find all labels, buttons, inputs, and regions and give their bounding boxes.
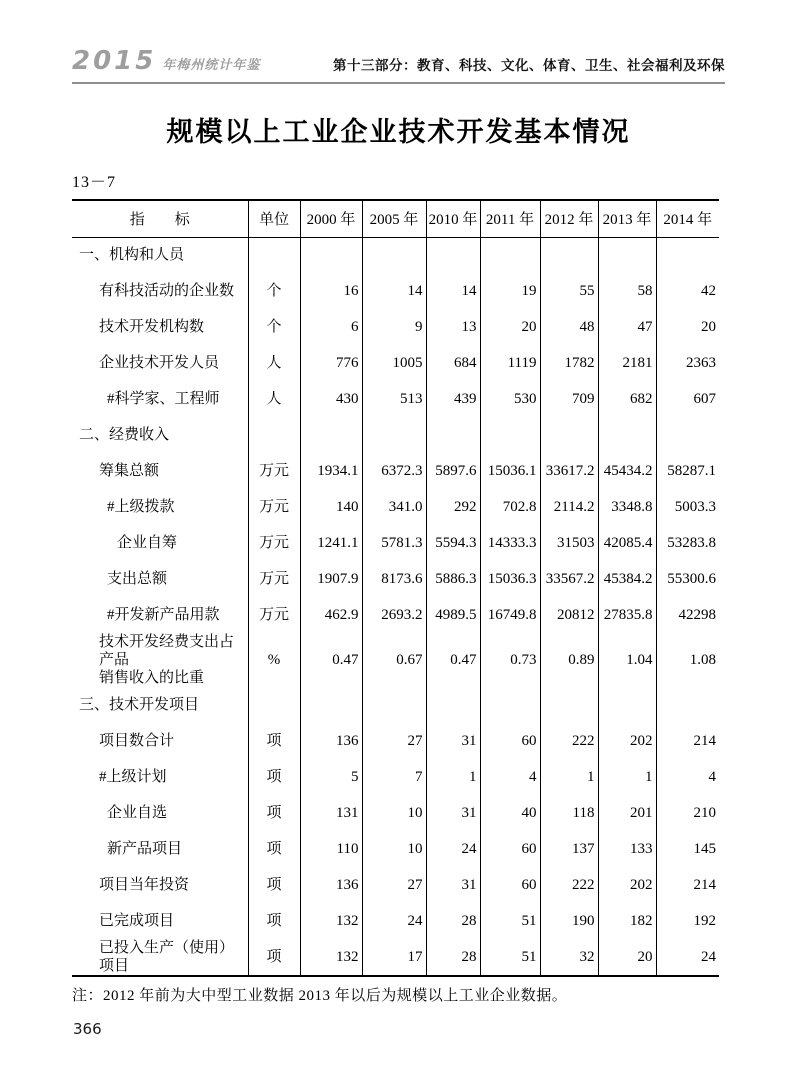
cell-value: 1.08 — [689, 652, 716, 668]
cell-value — [362, 237, 426, 273]
section-heading: 第十三部分：教育、科技、文化、体育、卫生、社会福利及环保 — [333, 58, 725, 73]
cell-value: 55300.6 — [667, 571, 716, 587]
table-row — [72, 867, 719, 903]
header-row — [72, 200, 719, 237]
col-header-2010: 2010 年 — [426, 200, 480, 237]
table-row — [72, 525, 719, 561]
row-unit: % — [248, 633, 300, 687]
cell-value: 1907.9 — [300, 561, 362, 597]
section-row — [72, 687, 719, 723]
cell-value: 19 — [480, 273, 540, 309]
cell-value: 462.9 — [300, 597, 362, 633]
cell-value — [540, 687, 598, 723]
cell-value: 214 — [693, 733, 716, 749]
row-label: 三、技术开发项目 — [72, 687, 248, 723]
table-row — [72, 561, 719, 597]
cell-value: 5897.6 — [426, 453, 480, 489]
cell-value: 1.04 — [598, 633, 656, 687]
cell-value: 222 — [540, 723, 598, 759]
cell-value: 7 — [362, 759, 426, 795]
cell-value: 60 — [480, 867, 540, 903]
cell-value: 513 — [362, 381, 426, 417]
cell-value: 51 — [480, 903, 540, 939]
yearbook-logo — [72, 46, 260, 76]
cell-value — [656, 687, 719, 723]
row-unit: 个 — [248, 309, 300, 345]
table-body — [72, 237, 719, 976]
cell-value: 709 — [540, 381, 598, 417]
cell-value: 24 — [362, 903, 426, 939]
cell-value: 40 — [480, 795, 540, 831]
cell-value: 20 — [598, 939, 656, 976]
cell-value: 42298 — [678, 607, 716, 623]
row-unit: 项 — [248, 939, 300, 976]
cell-value: 55 — [540, 273, 598, 309]
row-unit: 项 — [248, 903, 300, 939]
table-row — [72, 831, 719, 867]
cell-value: 1 — [598, 759, 656, 795]
table-row — [72, 939, 719, 976]
row-unit: 个 — [248, 273, 300, 309]
cell-value — [426, 687, 480, 723]
cell-value: 42085.4 — [598, 525, 656, 561]
cell-value: 58287.1 — [667, 463, 716, 479]
cell-value: 24 — [426, 831, 480, 867]
cell-value — [540, 237, 598, 273]
cell-value: 42 — [701, 283, 716, 299]
cell-value: 3348.8 — [598, 489, 656, 525]
cell-value: 202 — [598, 723, 656, 759]
row-unit: 人 — [248, 345, 300, 381]
cell-value: 14 — [426, 273, 480, 309]
cell-value: 32 — [540, 939, 598, 976]
table-row — [72, 597, 719, 633]
cell-value: 15036.3 — [480, 561, 540, 597]
cell-value — [300, 417, 362, 453]
row-label: #科学家、工程师 — [72, 381, 248, 417]
cell-value: 8173.6 — [362, 561, 426, 597]
cell-value: 292 — [426, 489, 480, 525]
table-header — [72, 200, 719, 237]
cell-value — [300, 237, 362, 273]
cell-value: 682 — [598, 381, 656, 417]
row-label: 项目数合计 — [72, 723, 248, 759]
col-header-2012: 2012 年 — [540, 200, 598, 237]
cell-value — [598, 417, 656, 453]
row-label: 一、机构和人员 — [72, 237, 248, 273]
cell-value: 1 — [540, 759, 598, 795]
cell-value: 13 — [426, 309, 480, 345]
row-label: #开发新产品用款 — [72, 597, 248, 633]
row-unit — [248, 417, 300, 453]
cell-value: 210 — [693, 805, 716, 821]
cell-value: 0.67 — [362, 633, 426, 687]
table-number: 13－7 — [72, 174, 117, 191]
cell-value — [426, 417, 480, 453]
table-row — [72, 273, 719, 309]
row-label: 企业自筹 — [72, 525, 248, 561]
cell-value: 1934.1 — [300, 453, 362, 489]
cell-value: 4989.5 — [426, 597, 480, 633]
page-content — [72, 0, 725, 1005]
cell-value: 51 — [480, 939, 540, 976]
cell-value: 6372.3 — [362, 453, 426, 489]
running-head — [72, 46, 725, 76]
col-header-2005: 2005 年 — [362, 200, 426, 237]
row-unit: 万元 — [248, 561, 300, 597]
cell-value: 20 — [480, 309, 540, 345]
cell-value: 118 — [540, 795, 598, 831]
cell-value — [362, 687, 426, 723]
cell-value: 10 — [362, 795, 426, 831]
row-unit: 项 — [248, 723, 300, 759]
cell-value: 430 — [300, 381, 362, 417]
table-row — [72, 723, 719, 759]
cell-value — [656, 237, 719, 273]
cell-value: 53283.8 — [667, 535, 716, 551]
cell-value: 5886.3 — [426, 561, 480, 597]
cell-value: 132 — [300, 903, 362, 939]
table-row — [72, 759, 719, 795]
cell-value: 132 — [300, 939, 362, 976]
cell-value: 2693.2 — [362, 597, 426, 633]
cell-value: 31 — [426, 867, 480, 903]
cell-value: 16 — [300, 273, 362, 309]
row-label: #上级拨款 — [72, 489, 248, 525]
cell-value: 31 — [426, 723, 480, 759]
statistics-table — [72, 199, 719, 977]
row-label: 二、经费收入 — [72, 417, 248, 453]
cell-value: 2363 — [686, 355, 716, 371]
cell-value: 1782 — [540, 345, 598, 381]
row-label: 已完成项目 — [72, 903, 248, 939]
cell-value — [300, 687, 362, 723]
cell-value: 702.8 — [480, 489, 540, 525]
cell-value: 10 — [362, 831, 426, 867]
cell-value: 0.47 — [426, 633, 480, 687]
cell-value: 530 — [480, 381, 540, 417]
row-label: 筹集总额 — [72, 453, 248, 489]
cell-value: 1241.1 — [300, 525, 362, 561]
col-header-2013: 2013 年 — [598, 200, 656, 237]
cell-value: 137 — [540, 831, 598, 867]
row-unit: 项 — [248, 795, 300, 831]
cell-value: 14333.3 — [480, 525, 540, 561]
cell-value: 131 — [300, 795, 362, 831]
cell-value — [598, 687, 656, 723]
cell-value: 222 — [540, 867, 598, 903]
cell-value: 31503 — [540, 525, 598, 561]
row-label: 新产品项目 — [72, 831, 248, 867]
row-label: 有科技活动的企业数 — [72, 273, 248, 309]
cell-value: 140 — [300, 489, 362, 525]
page-number: 366 — [73, 1020, 102, 1038]
row-unit: 项 — [248, 867, 300, 903]
cell-value: 27 — [362, 867, 426, 903]
cell-value — [362, 417, 426, 453]
cell-value: 607 — [693, 391, 716, 407]
cell-value: 5 — [300, 759, 362, 795]
cell-value: 0.89 — [540, 633, 598, 687]
cell-value: 20812 — [540, 597, 598, 633]
cell-value: 28 — [426, 903, 480, 939]
logo-year-text: 2015 — [72, 46, 157, 76]
cell-value: 190 — [540, 903, 598, 939]
cell-value: 1119 — [480, 345, 540, 381]
header-rule — [72, 82, 725, 84]
cell-value: 5003.3 — [674, 499, 716, 515]
page-title: 规模以上工业企业技术开发基本情况 — [166, 117, 631, 147]
table-row — [72, 795, 719, 831]
cell-value: 27835.8 — [598, 597, 656, 633]
cell-value: 58 — [598, 273, 656, 309]
cell-value: 5594.3 — [426, 525, 480, 561]
cell-value: 136 — [300, 723, 362, 759]
cell-value: 4 — [480, 759, 540, 795]
row-unit — [248, 687, 300, 723]
row-label: #上级计划 — [72, 759, 248, 795]
cell-value: 0.47 — [300, 633, 362, 687]
cell-value: 14 — [362, 273, 426, 309]
logo-title-text: 年梅州统计年鉴 — [162, 57, 261, 72]
cell-value — [426, 237, 480, 273]
cell-value: 2181 — [598, 345, 656, 381]
row-unit — [248, 237, 300, 273]
col-header-2011: 2011 年 — [480, 200, 540, 237]
cell-value: 28 — [426, 939, 480, 976]
cell-value: 776 — [300, 345, 362, 381]
cell-value: 6 — [300, 309, 362, 345]
cell-value — [656, 417, 719, 453]
cell-value: 48 — [540, 309, 598, 345]
cell-value: 9 — [362, 309, 426, 345]
cell-value: 15036.1 — [480, 453, 540, 489]
cell-value: 110 — [300, 831, 362, 867]
row-unit: 万元 — [248, 525, 300, 561]
table-row — [72, 633, 719, 687]
cell-value: 145 — [693, 841, 716, 857]
footnote: 注：2012 年前为大中型工业数据 2013 年以后为规模以上工业企业数据。 — [72, 988, 568, 1004]
cell-value: 4 — [708, 769, 716, 785]
cell-value: 16749.8 — [480, 597, 540, 633]
row-unit: 项 — [248, 759, 300, 795]
row-label: 已投入生产（使用）项目 — [72, 939, 248, 976]
table-row — [72, 309, 719, 345]
table-row — [72, 903, 719, 939]
table-row — [72, 453, 719, 489]
cell-value: 60 — [480, 723, 540, 759]
col-header-indicator: 指 标 — [72, 200, 248, 237]
cell-value: 182 — [598, 903, 656, 939]
cell-value: 192 — [693, 913, 716, 929]
cell-value — [480, 687, 540, 723]
table-row — [72, 489, 719, 525]
cell-value: 2114.2 — [540, 489, 598, 525]
cell-value — [540, 417, 598, 453]
row-label: 支出总额 — [72, 561, 248, 597]
row-unit: 人 — [248, 381, 300, 417]
cell-value: 31 — [426, 795, 480, 831]
cell-value: 27 — [362, 723, 426, 759]
cell-value: 1005 — [362, 345, 426, 381]
cell-value: 202 — [598, 867, 656, 903]
cell-value: 24 — [701, 949, 716, 965]
cell-value: 684 — [426, 345, 480, 381]
cell-value: 47 — [598, 309, 656, 345]
section-row — [72, 237, 719, 273]
row-label: 项目当年投资 — [72, 867, 248, 903]
row-unit: 万元 — [248, 453, 300, 489]
row-unit: 项 — [248, 831, 300, 867]
cell-value — [598, 237, 656, 273]
col-header-2014: 2014 年 — [656, 200, 719, 237]
row-label: 企业自选 — [72, 795, 248, 831]
row-label: 技术开发机构数 — [72, 309, 248, 345]
cell-value — [480, 417, 540, 453]
cell-value: 45384.2 — [598, 561, 656, 597]
col-header-unit: 单位 — [248, 200, 300, 237]
cell-value: 33567.2 — [540, 561, 598, 597]
cell-value: 133 — [598, 831, 656, 867]
section-row — [72, 417, 719, 453]
row-label: 技术开发经费支出占产品 销售收入的比重 — [72, 633, 248, 687]
cell-value: 60 — [480, 831, 540, 867]
row-unit: 万元 — [248, 489, 300, 525]
row-label: 企业技术开发人员 — [72, 345, 248, 381]
cell-value: 214 — [693, 877, 716, 893]
table-row — [72, 345, 719, 381]
cell-value: 20 — [701, 319, 716, 335]
row-unit: 万元 — [248, 597, 300, 633]
cell-value: 201 — [598, 795, 656, 831]
col-header-2000: 2000 年 — [300, 200, 362, 237]
cell-value: 1 — [426, 759, 480, 795]
cell-value: 136 — [300, 867, 362, 903]
cell-value: 5781.3 — [362, 525, 426, 561]
cell-value: 439 — [426, 381, 480, 417]
cell-value: 45434.2 — [598, 453, 656, 489]
cell-value: 17 — [362, 939, 426, 976]
cell-value — [480, 237, 540, 273]
cell-value: 33617.2 — [540, 453, 598, 489]
table-row — [72, 381, 719, 417]
cell-value: 341.0 — [362, 489, 426, 525]
cell-value: 0.73 — [480, 633, 540, 687]
